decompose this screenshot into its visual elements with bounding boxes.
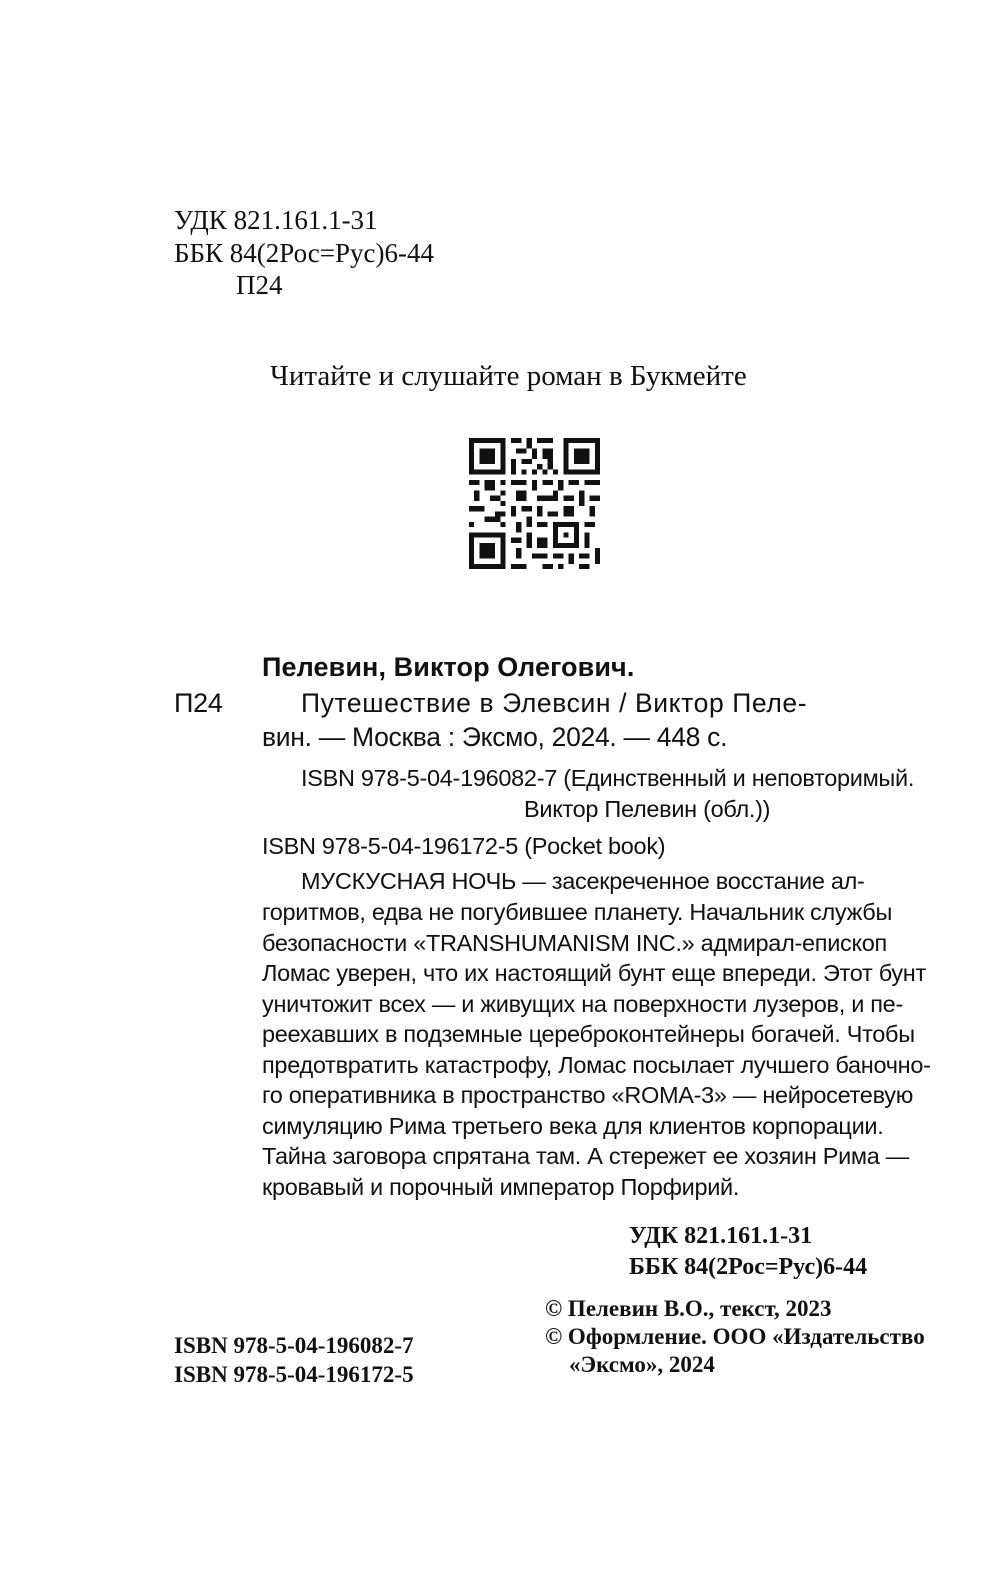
promo-text: Читайте и слушайте роман в Букмейте	[270, 360, 747, 392]
qr-code-icon[interactable]	[469, 438, 600, 569]
annotation-line: горитмов, едва не погубившее планету. Начальник службы	[262, 899, 893, 925]
catalog-author: Пелевин, Виктор Олегович.	[262, 652, 635, 682]
catalog-title-line2: вин. — Москва : Эксмо, 2024. — 448 с.	[262, 722, 728, 752]
top-author-mark: П24	[236, 270, 283, 300]
annotation-line: безопасности «TRANSHUMANISM INC.» адмирал-епископ	[262, 930, 887, 956]
annotation-line: МУСКУСНАЯ НОЧЬ — засекреченное восстание ал-	[301, 868, 865, 894]
footer-copyright2-line2: «Эксмо», 2024	[569, 1352, 715, 1377]
catalog-code: П24	[174, 688, 223, 718]
annotation-line: Тайна заговора спрятана там. А стережет ее хозяин Рима —	[262, 1143, 909, 1169]
annotation-line: Ломас уверен, что их настоящий бунт еще впереди. Этот бунт	[262, 960, 926, 986]
catalog-title-line1: Путешествие в Элевсин / Виктор Пеле-	[301, 688, 808, 718]
catalog-isbn1-line2: Виктор Пелевин (обл.))	[524, 796, 771, 822]
catalog-isbn2: ISBN 978-5-04-196172-5 (Pocket book)	[262, 833, 666, 859]
footer-copyright2-line1: © Оформление. ООО «Издательство	[545, 1324, 925, 1349]
annotation-line: го оперативника в пространство «ROMA-3» — нейросетевую	[262, 1082, 914, 1108]
annotation-line: кровавый и порочный император Порфирий.	[262, 1174, 740, 1200]
footer-isbn2: ISBN 978-5-04-196172-5	[174, 1362, 414, 1387]
catalog-bbk: ББК 84(2Рос=Рус)6-44	[629, 1254, 868, 1280]
top-bbk: ББК 84(2Рос=Рус)6-44	[174, 238, 434, 268]
annotation-line: уничтожит всех — и живущих на поверхности лузеров, и пе-	[262, 991, 903, 1017]
annotation-line: реехавших в подземные цереброконтейнеры богачей. Чтобы	[262, 1021, 915, 1047]
catalog-isbn1-line1: ISBN 978-5-04-196082-7 (Единственный и неповторимый.	[301, 765, 915, 791]
footer-copyright1: © Пелевин В.О., текст, 2023	[545, 1296, 832, 1321]
annotation-line: симуляцию Рима третьего века для клиентов корпорации.	[262, 1113, 884, 1139]
annotation-line: предотвратить катастрофу, Ломас посылает лучшего баночно-	[262, 1052, 931, 1078]
top-udk: УДК 821.161.1-31	[174, 205, 378, 235]
catalog-udk: УДК 821.161.1-31	[629, 1223, 813, 1249]
footer-isbn1: ISBN 978-5-04-196082-7	[174, 1333, 414, 1358]
